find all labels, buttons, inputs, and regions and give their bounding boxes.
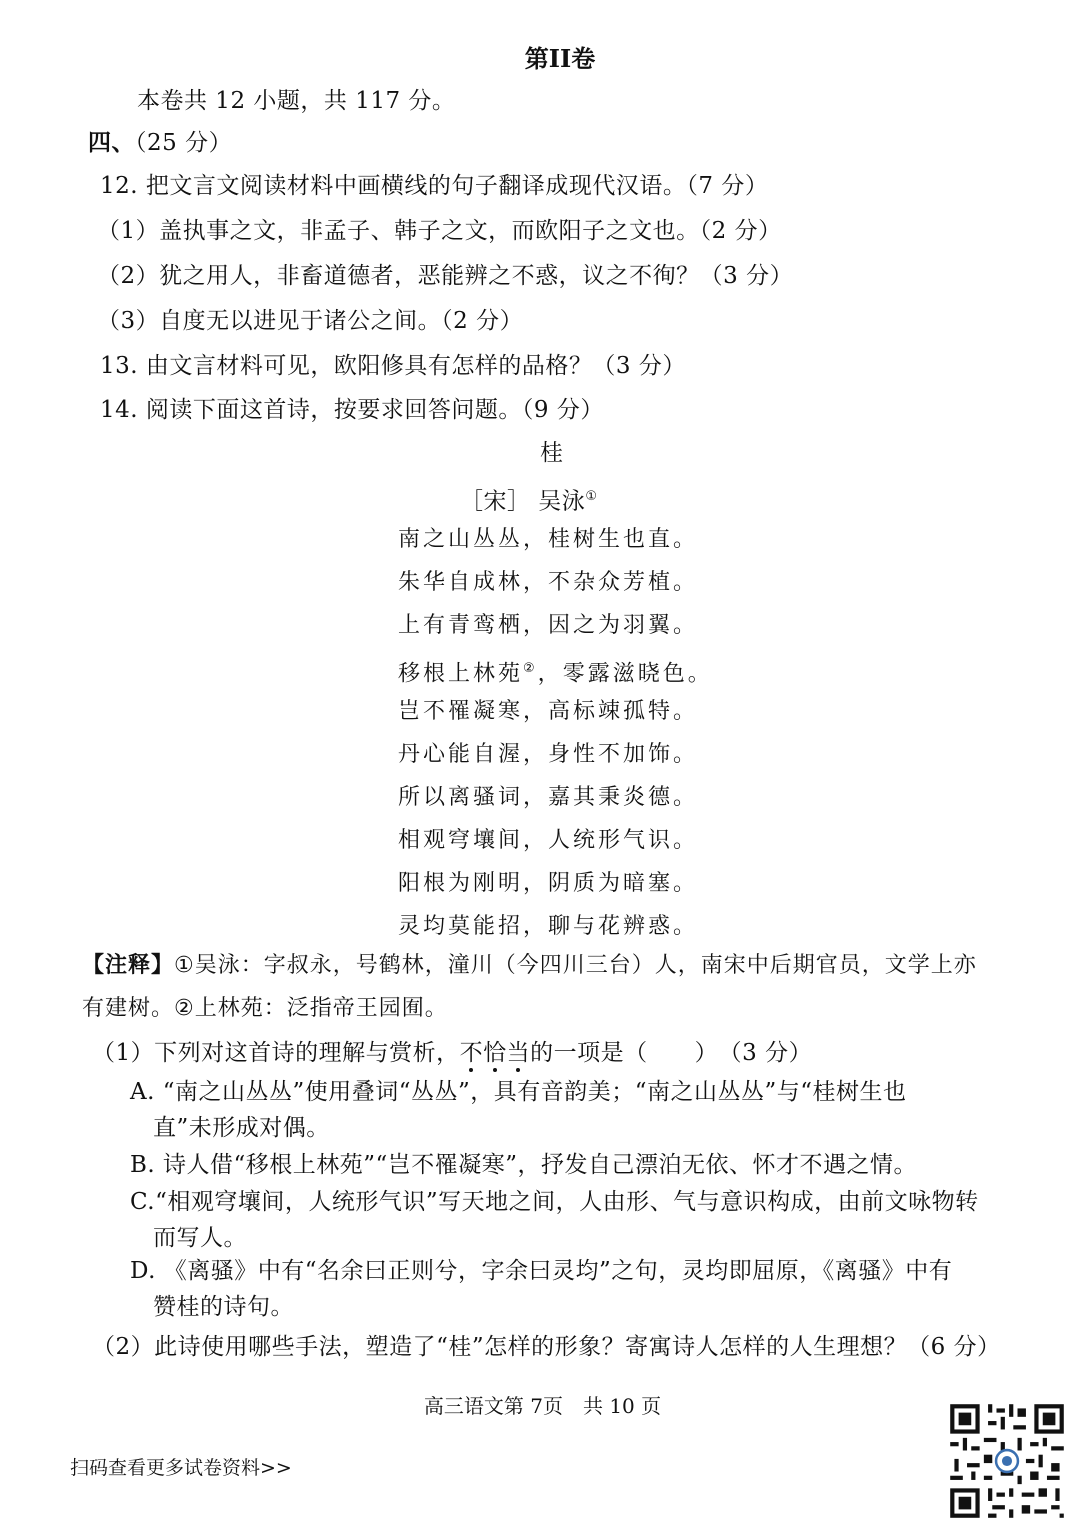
poem-line-1: 南之山丛丛，桂树生也直。 — [398, 527, 699, 552]
option-c-line-1: C.“相观穹壤间，人统形气识”写天地之间，人由形、气与意识构成，由前文咏物转 — [130, 1189, 979, 1215]
q12-sub2: （2）犹之用人，非畜道德者，恶能辨之不惑，议之不徇？（3 分） — [97, 263, 794, 289]
poem-line-4-rest: 零露滋晓色。 — [562, 661, 713, 687]
option-d-line-2: 赞桂的诗句。 — [153, 1294, 294, 1320]
q13: 13. 由文言材料可见，欧阳修具有怎样的品格？（3 分） — [100, 353, 686, 379]
part4-score: （25 分） — [135, 130, 233, 156]
scan-prompt[interactable]: 扫码查看更多试卷资料>> — [70, 1457, 292, 1479]
notes-text-1: ①吴泳：字叔永，号鹤林，潼川（今四川三台）人，南宋中后期官员，文学上亦 — [174, 953, 977, 978]
q12-sub1: （1）盖执事之文，非孟子、韩子之文，而欧阳子之文也。（2 分） — [97, 218, 782, 244]
intro-text: 本卷共 12 小题，共 117 分。 — [137, 88, 456, 114]
poem-line-4-prefix: 移根上林苑 — [398, 661, 524, 687]
poem-line-4-note-mark: ② — [523, 661, 538, 676]
poem-author-note-mark: ① — [585, 489, 598, 504]
emphasis-char-3: 当 — [506, 1040, 531, 1066]
notes-label: 【注释】 — [82, 953, 175, 978]
page-footer: 高三语文第 7页 共 10 页 — [423, 1394, 662, 1418]
poem-line-8: 相观穹壤间，人统形气识。 — [398, 828, 699, 853]
poem-line-10: 灵均莫能招，聊与花辨惑。 — [398, 914, 699, 939]
q14-stem: 14. 阅读下面这首诗，按要求回答问题。（9 分） — [100, 397, 604, 423]
notes-line-1 — [82, 951, 977, 981]
emphasis-char-1: 不 — [459, 1040, 484, 1066]
section-title: 第II卷 — [524, 44, 596, 73]
poem-line-4-comma: ， — [537, 661, 563, 687]
emphasis-char-2: 恰 — [483, 1040, 507, 1066]
poem-line-2: 朱华自成林，不杂众芳植。 — [398, 570, 699, 595]
qr-code-icon[interactable] — [946, 1400, 1068, 1522]
part4-heading — [88, 128, 232, 158]
q14-1-stem-before: （1）下列对这首诗的理解与赏析， — [92, 1040, 460, 1066]
q12-sub3: （3）自度无以进见于诸公之间。（2 分） — [97, 308, 524, 334]
notes-line-2: 有建树。②上林苑：泛指帝王园囿。 — [82, 996, 448, 1021]
poem-author — [460, 482, 597, 517]
poem-author-name: ［宋］ 吴泳 — [460, 488, 586, 515]
option-a-line-2: 直”未形成对偶。 — [153, 1115, 330, 1141]
option-a-line-1: A. “南之山丛丛”使用叠词“丛丛”，具有音韵美；“南之山丛丛”与“桂树生也 — [130, 1079, 907, 1105]
option-d-line-1: D. 《离骚》中有“名余曰正则兮，字余曰灵均”之句，灵均即屈原，《离骚》中有 — [130, 1258, 953, 1284]
part4-number: 四、 — [88, 129, 135, 156]
poem-line-4 — [398, 654, 713, 689]
option-c-line-2: 而写人。 — [153, 1225, 247, 1251]
q14-1-stem — [92, 1038, 812, 1068]
poem-line-9: 阳根为刚明，阴质为暗塞。 — [398, 871, 699, 896]
q14-1-stem-after: 的一项是（ ） （3 分） — [530, 1040, 813, 1066]
q14-2: （2）此诗使用哪些手法，塑造了“桂”怎样的形象？寄寓诗人怎样的人生理想？（6 分） — [92, 1334, 1001, 1360]
poem-line-3: 上有青鸾栖，因之为羽翼。 — [398, 613, 699, 638]
poem-line-5: 岂不罹凝寒，高标竦孤特。 — [398, 699, 699, 724]
option-b: B. 诗人借“移根上林苑”“岂不罹凝寒”，抒发自己漂泊无依、怀才不遇之情。 — [130, 1152, 918, 1178]
poem-line-6: 丹心能自渥，身性不加饰。 — [398, 742, 699, 767]
q12-stem: 12. 把文言文阅读材料中画横线的句子翻译成现代汉语。（7 分） — [100, 173, 769, 199]
poem-line-7: 所以离骚词，嘉其秉炎德。 — [398, 785, 699, 810]
poem-title: 桂 — [540, 440, 564, 466]
